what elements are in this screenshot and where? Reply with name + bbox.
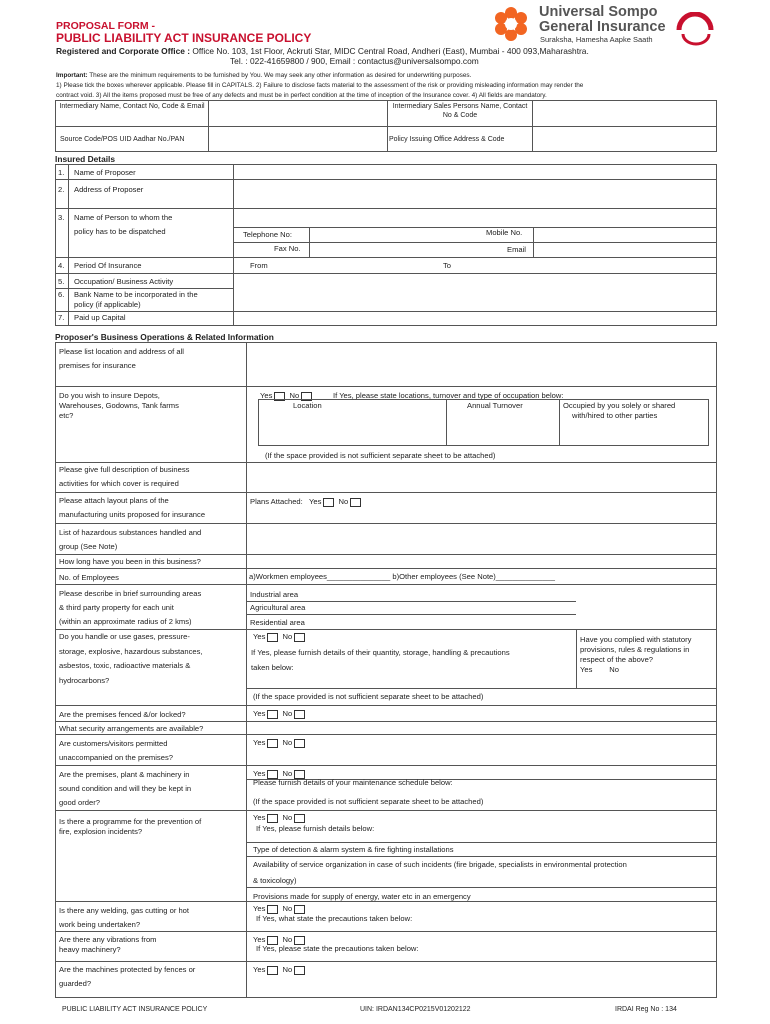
no-label: No bbox=[338, 497, 349, 506]
question-text: guarded? bbox=[59, 979, 92, 988]
question-text: Please describe in brief surrounding areas bbox=[59, 589, 202, 598]
plans-attached-label: Plans Attached: bbox=[250, 497, 303, 506]
industrial-label: Industrial area bbox=[250, 590, 299, 599]
fenced-yes-no bbox=[253, 709, 307, 719]
residential-label: Residential area bbox=[250, 618, 305, 627]
insured-row-num: 7. bbox=[58, 313, 65, 322]
gases-yes-checkbox[interactable] bbox=[267, 633, 278, 642]
fire-yes-checkbox[interactable] bbox=[267, 814, 278, 823]
no-label: No bbox=[282, 769, 293, 778]
fire-no-checkbox[interactable] bbox=[294, 814, 305, 823]
office-address: Office No. 103, 1st Floor, Ackruti Star, MIDC Central Road, Andheri (East), Mumbai - 400 093,Maharashtra. bbox=[192, 46, 589, 56]
detection-text: Type of detection & alarm system & fire fighting installations bbox=[253, 845, 454, 854]
description-field[interactable] bbox=[247, 463, 716, 492]
insured-row-label: Paid up Capital bbox=[74, 313, 126, 322]
question-text: hydrocarbons? bbox=[59, 676, 110, 685]
question-text: Do you wish to insure Depots, bbox=[59, 391, 160, 400]
security-field[interactable] bbox=[247, 722, 716, 734]
source-code-label: Source Code/POS UID Aadhar No./PAN bbox=[60, 136, 185, 143]
proposer-address-field[interactable] bbox=[234, 180, 716, 208]
footer-policy: PUBLIC LIABILITY ACT INSURANCE POLICY bbox=[62, 1006, 208, 1013]
office-label: Registered and Corporate Office : bbox=[56, 46, 191, 56]
fire-if-yes: If Yes, please furnish details below: bbox=[256, 824, 375, 833]
customers-yes-checkbox[interactable] bbox=[267, 739, 278, 748]
important-line bbox=[56, 71, 471, 81]
col-occupied-2: with/hired to other parties bbox=[572, 411, 658, 420]
question-text: Please list location and address of all bbox=[59, 347, 184, 356]
locations-field[interactable] bbox=[247, 343, 716, 386]
yes-label: Yes bbox=[253, 738, 266, 747]
complied-text: respect of the above? bbox=[580, 655, 654, 664]
insured-row-num: 4. bbox=[58, 261, 65, 270]
welding-no-checkbox[interactable] bbox=[294, 905, 305, 914]
period-field[interactable] bbox=[234, 258, 716, 273]
insured-row-num: 2. bbox=[58, 185, 65, 194]
question-text: Are the machines protected by fences or bbox=[59, 965, 196, 974]
question-text: Is there a programme for the prevention of bbox=[59, 817, 202, 826]
company-logo bbox=[489, 5, 533, 43]
employees-text: a)Workmen employees_______________ b)Other employees (See Note)______________ bbox=[249, 572, 555, 581]
no-label: No bbox=[282, 965, 293, 974]
office-line bbox=[56, 46, 589, 56]
footer-irdai: IRDAI Reg No : 134 bbox=[615, 1006, 677, 1013]
issuing-office-field[interactable] bbox=[533, 127, 716, 151]
insured-row-label: Address of Proposer bbox=[74, 185, 144, 194]
to-label: To bbox=[443, 261, 452, 270]
form-title: PUBLIC LIABILITY ACT INSURANCE POLICY bbox=[56, 31, 312, 45]
hazardous-field[interactable] bbox=[247, 524, 716, 554]
space-note: (If the space provided is not sufficient separate sheet to be attached) bbox=[265, 451, 496, 460]
depots-if-yes: If Yes, please state locations, turnover and type of occupation below: bbox=[333, 391, 564, 400]
mobile-label: Mobile No. bbox=[486, 228, 523, 237]
agricultural-label: Agricultural area bbox=[250, 603, 306, 612]
insured-row-num: 3. bbox=[58, 213, 65, 222]
intermediary-name-field[interactable] bbox=[209, 101, 386, 125]
plans-no-checkbox[interactable] bbox=[350, 498, 361, 507]
fences-no-checkbox[interactable] bbox=[294, 966, 305, 975]
paid-up-capital-field[interactable] bbox=[234, 312, 716, 326]
insured-row-label: Name of Proposer bbox=[74, 168, 136, 177]
no-label: No bbox=[282, 709, 293, 718]
company-name-2: General Insurance bbox=[539, 19, 666, 35]
important-label: Important: bbox=[56, 72, 88, 79]
no-label: No bbox=[282, 738, 293, 747]
contact-line: Tel. : 022-41659800 / 900, Email : contactus@universalsompo.com bbox=[230, 56, 479, 66]
gases-taken-below: taken below: bbox=[251, 663, 294, 672]
insured-row-num: 1. bbox=[58, 168, 65, 177]
operations-section-title: Proposer's Business Operations & Related Information bbox=[55, 332, 274, 342]
yes-label: Yes bbox=[253, 965, 266, 974]
email-field[interactable] bbox=[534, 243, 716, 257]
occupation-field[interactable] bbox=[234, 274, 716, 288]
yes-label: Yes bbox=[253, 709, 266, 718]
from-label: From bbox=[250, 261, 268, 270]
service-org-text: Availability of service organization in case of such incidents (fire brigade, specialists in environmental protection bbox=[253, 860, 627, 869]
yes-label: Yes bbox=[253, 904, 266, 913]
insured-section-title: Insured Details bbox=[55, 154, 116, 164]
no-label: No bbox=[282, 632, 293, 641]
question-text: Please attach layout plans of the bbox=[59, 496, 169, 505]
question-text: Are there any vibrations from bbox=[59, 935, 157, 944]
no-label: No bbox=[282, 904, 293, 913]
question-text: asbestos, toxic, radioactive materials & bbox=[59, 661, 191, 670]
insured-row-label: Bank Name to be incorporated in the bbox=[74, 290, 198, 299]
footer-uin: UIN: IRDAN134CP0215V01202122 bbox=[360, 1006, 471, 1013]
customers-no-checkbox[interactable] bbox=[294, 739, 305, 748]
question-text: Is there any welding, gas cutting or hot bbox=[59, 906, 190, 915]
insured-row-label: Period Of Insurance bbox=[74, 261, 142, 270]
no-label: No bbox=[289, 391, 300, 400]
col-occupied: Occupied by you solely or shared bbox=[563, 401, 676, 410]
yes-label: Yes bbox=[253, 769, 266, 778]
yes-label: Yes bbox=[308, 497, 322, 506]
col-turnover: Annual Turnover bbox=[467, 401, 523, 410]
question-text: fire, explosion incidents? bbox=[59, 827, 143, 836]
welding-yes-checkbox[interactable] bbox=[267, 905, 278, 914]
important-text: These are the minimum requirements to be furnished by You. We may seek any other information as desired for underwriting purposes. bbox=[89, 72, 472, 79]
complied-yes-option[interactable]: Yes bbox=[580, 665, 593, 674]
question-text: Warehouses, Godowns, Tank farms bbox=[59, 401, 179, 410]
welding-yes-no bbox=[253, 904, 307, 914]
complied-yes-no bbox=[580, 665, 619, 675]
yes-label: Yes bbox=[253, 632, 266, 641]
toxicology-text: & toxicology) bbox=[253, 876, 297, 885]
question-text: sound condition and will they be kept in bbox=[59, 784, 192, 793]
question-text: Are the premises fenced &/or locked? bbox=[59, 710, 186, 719]
yes-label: Yes bbox=[253, 813, 266, 822]
yes-label: Yes bbox=[260, 391, 273, 400]
question-text: activities for which cover is required bbox=[59, 479, 179, 488]
question-text: Are the premises, plant & machinery in bbox=[59, 770, 190, 779]
source-code-field[interactable] bbox=[209, 127, 386, 151]
question-text: Do you handle or use gases, pressure- bbox=[59, 632, 190, 641]
intermediary-name-label: Intermediary Name, Contact No, Code & Email bbox=[59, 103, 205, 110]
plans-attached-row bbox=[250, 497, 363, 507]
telephone-label: Telephone No: bbox=[243, 230, 292, 239]
question-text: manufacturing units proposed for insurance bbox=[59, 510, 206, 519]
question-text: storage, explosive, hazardous substances, bbox=[59, 647, 203, 656]
complied-no-option[interactable]: No bbox=[609, 665, 619, 674]
insured-row-label: Name of Person to whom the bbox=[74, 213, 173, 222]
intermediary-sales-label: Intermediary Sales Persons Name, Contact No & Code bbox=[392, 103, 528, 119]
plans-yes-checkbox[interactable] bbox=[323, 498, 334, 507]
insured-row-num: 6. bbox=[58, 290, 65, 299]
insured-row-num: 5. bbox=[58, 277, 65, 286]
question-text: What security arrangements are available? bbox=[59, 724, 204, 733]
email-label: Email bbox=[507, 245, 526, 254]
customers-yes-no bbox=[253, 738, 307, 748]
fenced-no-checkbox[interactable] bbox=[294, 710, 305, 719]
no-label: No bbox=[282, 935, 293, 944]
gases-if-yes: If Yes, please furnish details of their quantity, storage, handling & precautions bbox=[251, 648, 510, 657]
fences-yes-checkbox[interactable] bbox=[267, 966, 278, 975]
question-text: group (See Note) bbox=[59, 542, 118, 551]
bank-name-field[interactable] bbox=[234, 289, 716, 311]
form-label: PROPOSAL FORM - bbox=[56, 20, 155, 32]
fire-yes-no bbox=[253, 813, 307, 823]
question-text: No. of Employees bbox=[59, 573, 119, 582]
complied-text: Have you complied with statutory bbox=[580, 635, 692, 644]
question-text: Are customers/visitors permitted bbox=[59, 739, 168, 748]
gases-no-checkbox[interactable] bbox=[294, 633, 305, 642]
question-text: premises for insurance bbox=[59, 361, 136, 370]
instructions-1: 1) Please tick the boxes wherever applicable. Please fill in CAPITALS. 2) Failure to disclose facts material to the assessment of the risk or providing misleading information may render the bbox=[56, 82, 584, 89]
how-long-field[interactable] bbox=[247, 555, 716, 568]
question-text: etc? bbox=[59, 411, 74, 420]
fax-label: Fax No. bbox=[274, 244, 301, 253]
brand-circle-icon bbox=[675, 12, 715, 46]
gases-yes-no bbox=[253, 632, 307, 642]
yes-label: Yes bbox=[253, 935, 266, 944]
mobile-field[interactable] bbox=[534, 228, 716, 242]
fences-yes-no bbox=[253, 965, 307, 975]
question-text: (within an approximate radius of 2 kms) bbox=[59, 617, 192, 626]
insured-row-label: Occupation/ Business Activity bbox=[74, 277, 174, 286]
provisions-text: Provisions made for supply of energy, water etc in an emergency bbox=[253, 892, 471, 901]
space-note: (If the space provided is not sufficient separate sheet to be attached) bbox=[253, 797, 484, 806]
insured-row-label-2: policy (if applicable) bbox=[74, 300, 141, 309]
fenced-yes-checkbox[interactable] bbox=[267, 710, 278, 719]
col-location: Location bbox=[293, 401, 322, 410]
fax-field[interactable] bbox=[310, 243, 532, 257]
insured-row-label-2: policy has to be dispatched bbox=[74, 227, 166, 236]
maintenance-text: Please furnish details of your maintenance schedule below: bbox=[253, 778, 453, 787]
question-text: good order? bbox=[59, 798, 100, 807]
instructions-2: contract void. 3) All the items proposed must be free of any defects and must be in perfect condition at the time of inception of the Insurance cover. 4) All fields are mandatory. bbox=[56, 92, 547, 99]
company-name-1: Universal Sompo bbox=[539, 4, 658, 20]
question-text: & third party property for each unit bbox=[59, 603, 174, 612]
company-tagline: Suraksha, Hamesha Aapke Saath bbox=[540, 35, 653, 44]
question-text: work being undertaken? bbox=[59, 920, 141, 929]
proposer-name-field[interactable] bbox=[234, 165, 716, 179]
space-note: (If the space provided is not sufficient separate sheet to be attached) bbox=[253, 692, 484, 701]
question-text: List of hazardous substances handled and bbox=[59, 528, 202, 537]
welding-if-yes: If Yes, what state the precautions taken below: bbox=[256, 914, 413, 923]
no-label: No bbox=[282, 813, 293, 822]
vibrations-if-yes: If Yes, please state the precautions taken below: bbox=[256, 944, 419, 953]
question-text: unaccompanied on the premises? bbox=[59, 753, 173, 762]
intermediary-sales-field[interactable] bbox=[533, 101, 716, 125]
complied-text: provisions, rules & regulations in bbox=[580, 645, 690, 654]
question-text: heavy machinery? bbox=[59, 945, 121, 954]
question-text: Please give full description of business bbox=[59, 465, 190, 474]
issuing-office-label: Policy Issuing Office Address & Code bbox=[389, 136, 505, 143]
dispatch-name-field[interactable] bbox=[234, 209, 716, 227]
question-text: How long have you been in this business? bbox=[59, 557, 201, 566]
